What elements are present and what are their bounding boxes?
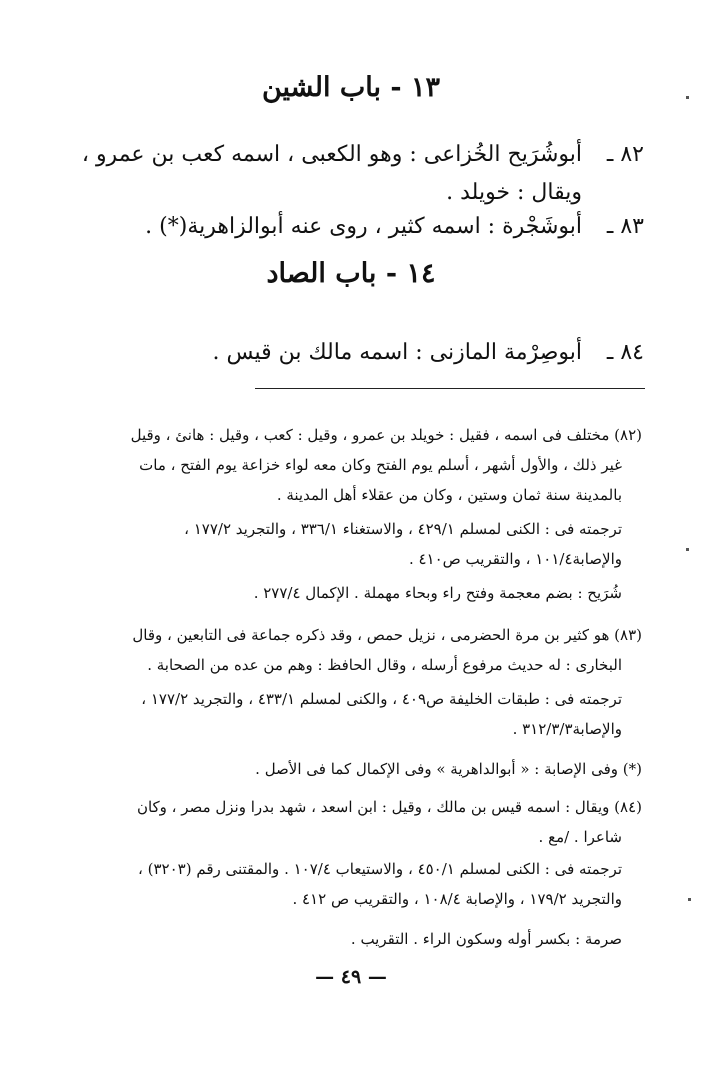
footnote-84-spelling xyxy=(54,924,642,954)
footnote-line: والإصابة١٠١/٤ ، والتقريب ص٤١٠ . xyxy=(408,550,622,568)
footnote-line: ترجمته فى : طبقات الخليفة ص٤٠٩ ، والكنى لمسلم ٤٣٣/١ ، والتجريد ١٧٧/٢ ، xyxy=(141,690,622,708)
scan-speck xyxy=(686,548,689,551)
footnote-82 xyxy=(54,420,642,510)
entry-84 xyxy=(54,334,644,372)
footnote-83-refs xyxy=(54,684,642,744)
footnote-line: (*) وفى الإصابة : « أبوالداهرية » وفى الإكمال كما فى الأصل . xyxy=(255,760,642,778)
scan-speck xyxy=(686,96,689,99)
footnote-line: والإصابة٣١٢/٣/٣ . xyxy=(512,720,622,738)
footnote-line: (٨٢) مختلف فى اسمه ، فقيل : خويلد بن عمرو ، وقيل : كعب ، وقيل : هانئ ، وقيل xyxy=(130,426,642,444)
entry-83 xyxy=(54,208,644,246)
footnote-line: والتجريد ١٧٩/٢ ، والإصابة ١٠٨/٤ ، والتقريب ص ٤١٢ . xyxy=(292,890,622,908)
section-heading-shin: ١٣ - باب الشين xyxy=(261,72,441,103)
footnote-line: (٨٣) هو كثير بن مرة الحضرمى ، نزيل حمص ، وقد ذكره جماعة فى التابعين ، وقال xyxy=(132,626,642,644)
scan-speck xyxy=(688,898,691,901)
footnote-line: بالمدينة سنة ثمان وستين ، وكان من عقلاء أهل المدينة . xyxy=(276,486,622,504)
footnote-line: ترجمته فى : الكنى لمسلم ٤٥٠/١ ، والاستيعاب ١٠٧/٤ . والمقتنى رقم (٣٢٠٣) ، xyxy=(138,860,622,878)
footnote-line: (٨٤) ويقال : اسمه قيس بن مالك ، وقيل : ابن اسعد ، شهد بدرا ونزل مصر ، وكان xyxy=(136,798,642,816)
entry-number: ٨٤ ـ xyxy=(606,340,644,365)
footnote-84 xyxy=(54,792,642,852)
footnote-star xyxy=(54,754,642,784)
entry-text: أبوصِرْمة المازنى : اسمه مالك بن قيس . xyxy=(212,340,582,365)
entry-text-continued: ويقال : خويلد . xyxy=(446,180,582,205)
page-number: — ٤٩ — xyxy=(315,966,387,988)
footnote-82-spelling xyxy=(54,578,642,608)
entry-number: ٨٢ ـ xyxy=(606,142,644,167)
section-heading-sad: ١٤ - باب الصاد xyxy=(266,258,436,289)
entry-text: أبوشُرَيح الخُزاعى : وهو الكعبى ، اسمه كعب بن عمرو ، xyxy=(81,142,582,167)
entry-number: ٨٣ ـ xyxy=(606,214,644,239)
footnote-84-refs xyxy=(54,854,642,914)
footnote-line: شاعرا . /مع . xyxy=(538,828,622,846)
footnote-line: صرمة : بكسر أوله وسكون الراء . التقريب . xyxy=(350,930,622,948)
footnote-line: غير ذلك ، والأول أشهر ، أسلم يوم الفتح وكان معه لواء خزاعة يوم الفتح ، مات xyxy=(139,456,622,474)
footnote-line: ترجمته فى : الكنى لمسلم ٤٢٩/١ ، والاستغناء ٣٣٦/١ ، والتجريد ١٧٧/٢ ، xyxy=(184,520,622,538)
footnote-separator xyxy=(255,388,645,389)
entry-text: أبوشَجْرة : اسمه كثير ، روى عنه أبوالزاهرية(*) . xyxy=(145,214,582,239)
footnote-83 xyxy=(54,620,642,680)
footnote-line: شُرَيح : بضم معجمة وفتح راء وبحاء مهملة . الإكمال ٢٧٧/٤ . xyxy=(253,584,622,602)
footnote-line: البخارى : له حديث مرفوع أرسله ، وقال الحافظ : وهم من عده من الصحابة . xyxy=(147,656,622,674)
footnote-82-refs xyxy=(54,514,642,574)
entry-82 xyxy=(54,136,644,212)
